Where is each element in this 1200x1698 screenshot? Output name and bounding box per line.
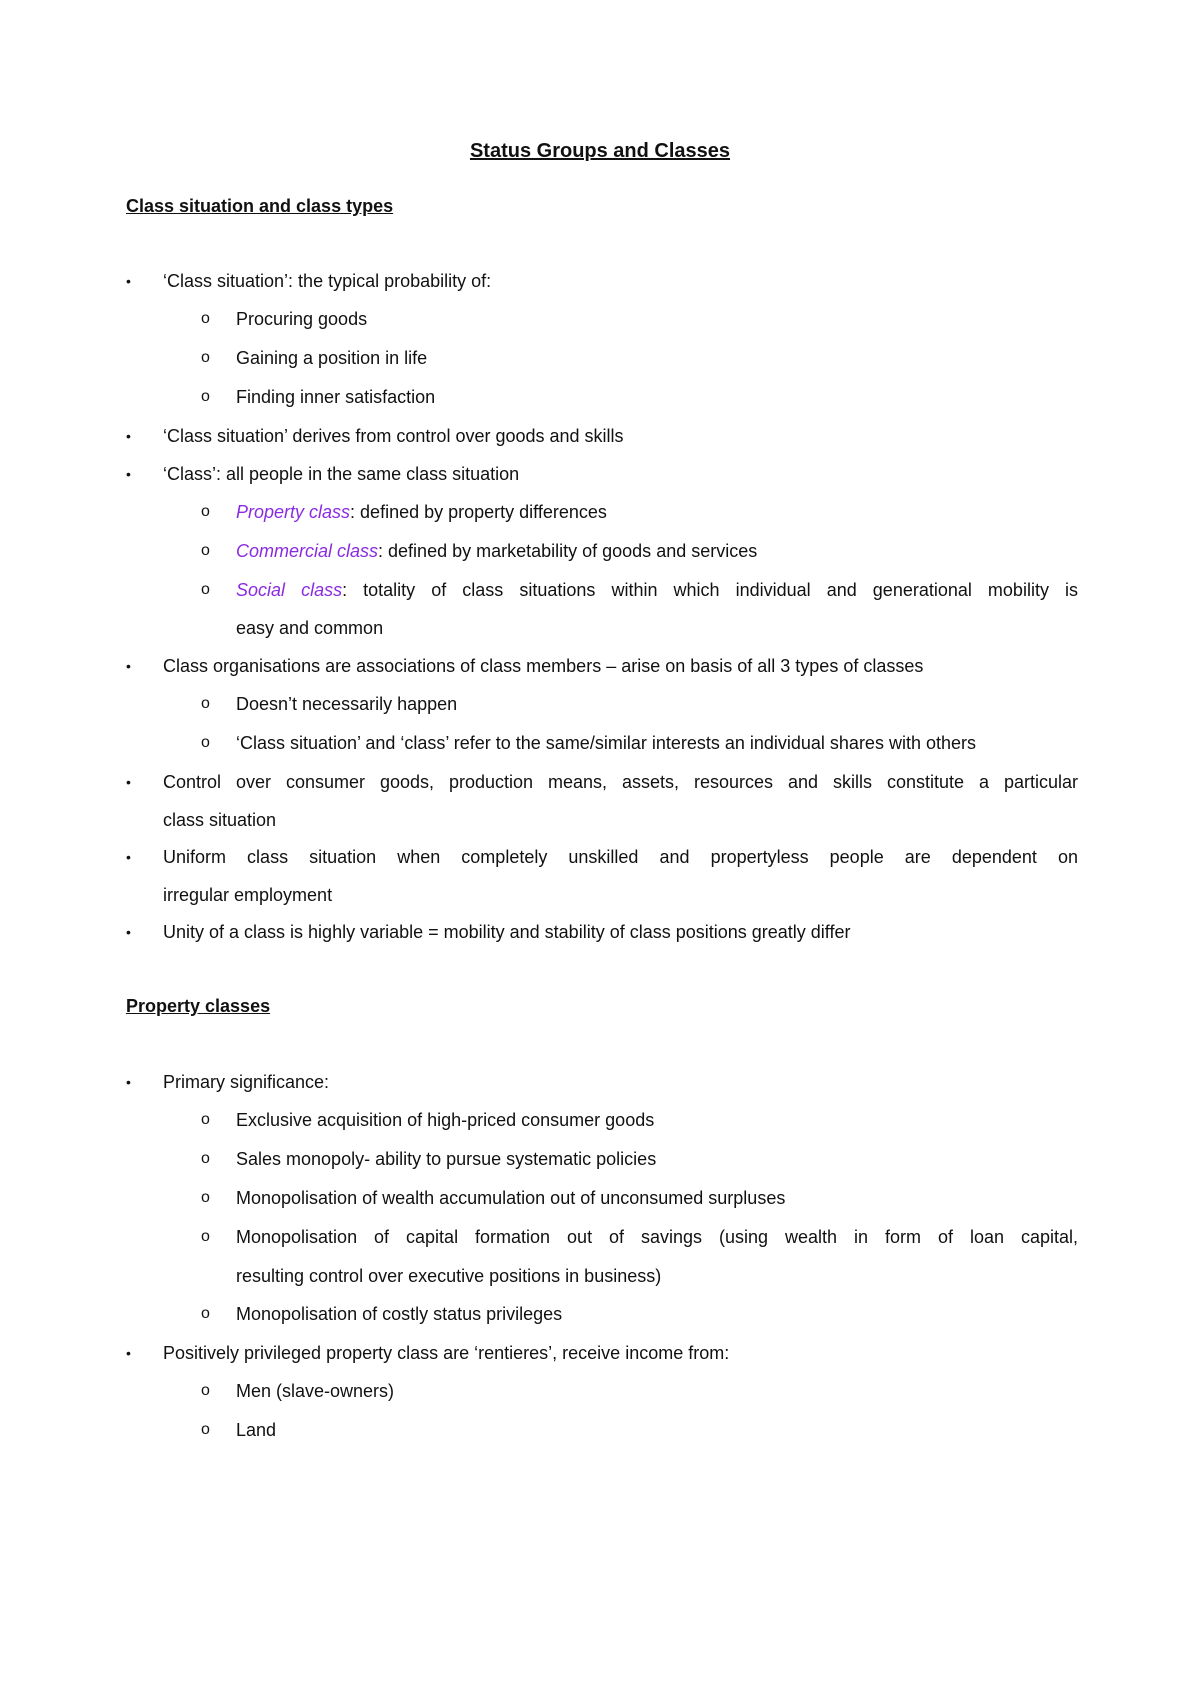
bullet-icon: •: [126, 924, 131, 940]
sub-list-item-continuation: resulting control over executive positions in business): [236, 1266, 662, 1286]
subbullet-icon: o: [201, 734, 210, 751]
sub-list-item: Monopolisation of wealth accumulation out of unconsumed surpluses: [236, 1188, 786, 1208]
bullet-icon: •: [126, 774, 131, 790]
sub-list-item: Men (slave-owners): [236, 1381, 395, 1401]
page-title: Status Groups and Classes: [469, 140, 731, 162]
section-heading-property-classes: Property classes: [126, 996, 271, 1016]
sub-list-item: Land: [236, 1420, 277, 1440]
term-social-class: Social class: [236, 580, 343, 600]
bullet-icon: •: [126, 466, 131, 482]
sub-list-item: ‘Class situation’ and ‘class’ refer to the same/similar interests an individual shares with others: [236, 733, 976, 753]
list-item: Positively privileged property class are ‘rentieres’, receive income from:: [163, 1343, 730, 1363]
subbullet-icon: o: [201, 1305, 210, 1322]
term-definition: : defined by property differences: [350, 502, 607, 522]
subbullet-icon: o: [201, 1150, 210, 1167]
sub-list-item: Gaining a position in life: [236, 348, 428, 368]
subbullet-icon: o: [201, 1111, 210, 1128]
list-item: Primary significance:: [163, 1072, 330, 1092]
sub-list-item: Monopolisation of capital formation out of savings (using wealth in form of loan capital,: [236, 1227, 1078, 1247]
sub-list-item: Procuring goods: [236, 309, 368, 329]
subbullet-icon: o: [201, 349, 210, 366]
list-item: ‘Class situation’: the typical probability of:: [163, 271, 492, 291]
list-item: Control over consumer goods, production means, assets, resources and skills constitute a particular: [163, 772, 1078, 792]
subbullet-icon: o: [201, 503, 210, 520]
subbullet-icon: o: [201, 1421, 210, 1438]
subbullet-icon: o: [201, 1228, 210, 1245]
list-item: ‘Class’: all people in the same class situation: [163, 464, 520, 484]
sub-list-item: Sales monopoly- ability to pursue systematic policies: [236, 1149, 657, 1169]
sub-list-item: Exclusive acquisition of high-priced consumer goods: [236, 1110, 655, 1130]
sub-list-item: [236, 500, 1078, 524]
list-item: ‘Class situation’ derives from control over goods and skills: [163, 426, 624, 446]
term-definition: : defined by marketability of goods and services: [378, 541, 758, 561]
list-item-continuation: irregular employment: [163, 885, 333, 905]
sub-list-item-continuation: easy and common: [236, 618, 384, 638]
subbullet-icon: o: [201, 542, 210, 559]
section-heading-class-situation: Class situation and class types: [126, 196, 394, 216]
bullet-icon: •: [126, 1074, 131, 1090]
term-definition: : totality of class situations within which individual and generational mobility is: [342, 580, 1078, 600]
bullet-icon: •: [126, 1345, 131, 1361]
subbullet-icon: o: [201, 388, 210, 405]
term-commercial-class: Commercial class: [236, 541, 379, 561]
sub-list-item: [236, 539, 1078, 563]
bullet-icon: •: [126, 428, 131, 444]
sub-list-item: [236, 578, 1078, 602]
sub-list-item: Monopolisation of costly status privileges: [236, 1304, 563, 1324]
sub-list-item: Finding inner satisfaction: [236, 387, 436, 407]
bullet-icon: •: [126, 273, 131, 289]
subbullet-icon: o: [201, 695, 210, 712]
bullet-icon: •: [126, 849, 131, 865]
subbullet-icon: o: [201, 1382, 210, 1399]
bullet-icon: •: [126, 658, 131, 674]
term-property-class: Property class: [236, 502, 351, 522]
list-item: Unity of a class is highly variable = mobility and stability of class positions greatly differ: [163, 922, 851, 942]
list-item-continuation: class situation: [163, 810, 277, 830]
sub-list-item: Doesn’t necessarily happen: [236, 694, 458, 714]
subbullet-icon: o: [201, 310, 210, 327]
list-item: Uniform class situation when completely unskilled and propertyless people are dependent on: [163, 847, 1078, 867]
list-item: Class organisations are associations of class members – arise on basis of all 3 types of classes: [163, 656, 924, 676]
subbullet-icon: o: [201, 1189, 210, 1206]
subbullet-icon: o: [201, 581, 210, 598]
